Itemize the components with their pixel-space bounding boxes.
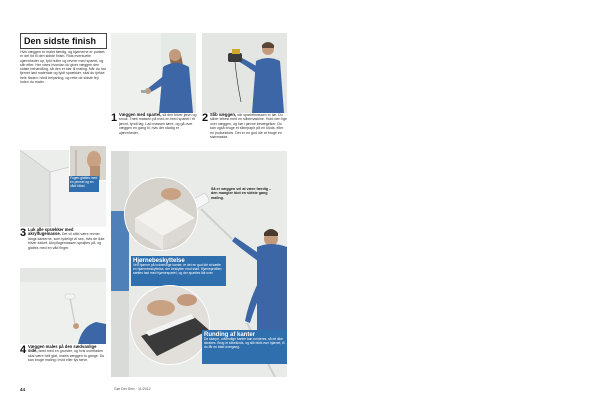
footer-publication-name: Gør Det Selv [114,387,135,391]
step-3-heading: Luk alle sprækker med akrylfugemasse. [28,227,74,237]
footer-separator: · [135,387,138,391]
step-3-body: Det vil altid være revner langs kanterne, som tydeligt vil ses, hvis de ikke bliver lukket. Akrylfugemassen sprøjtes på, og glattes med en våd finger. [28,232,105,250]
step-1-number: 1 [111,112,118,124]
step-3-number: 3 [20,227,27,239]
step-4-body: først med en grunder, og hvis overfladen skal være helt glat, males væggen to gange. Du kan bruge maling i hvid eller lys farve. [28,349,105,363]
callout-hjornebeskyttelse-heading: Hjørnebeskyttelse [133,257,185,264]
step-2-heading: Slib væggen, [210,112,237,117]
magazine-page [14,27,287,397]
step-2-number: 2 [202,112,209,124]
callout-hjornebeskyttelse [131,256,226,286]
page-title-box [20,33,107,49]
step-4-heading: Væggen males på den sædvanlige side, [28,344,97,354]
callout-top: Så er væggen vel at være færdig – den mangler blot en sidste gang maling. [211,187,272,200]
photo-step-2 [202,33,287,113]
photo-step-1 [111,33,196,113]
photo-step-4 [20,268,106,344]
caption-step-4 [20,345,106,363]
step-4-number: 4 [20,344,27,356]
circle-inset-corner [124,177,198,251]
callout-runding-body: De skarpe, udvendige kanter kan runderes, så de ikke skrabes. Brug et slibeklods, og slib blidt over hjørnet, til du får en blød overgang. [204,337,285,349]
page-number: 44 [20,387,26,392]
caption-step-3 [20,228,106,250]
caption-step-1 [111,113,199,135]
callout-runding-heading: Runding af kanter [204,331,256,338]
step-1-heading: Væggen med spartel, [119,112,162,117]
badge-fuge: Fugen glattes med en pensel og en vådt hånd. [69,176,99,192]
footer-issue: 11/2012 [137,387,151,391]
step-2-body: når spartelmassen er tør. Du sliber lettest med en slibemaskine. Hold den lige over væggen, og kør i jævne bevægelser. Du kan også bruge et slibepapir på en klods, eller en pudseklods. Det er en god idé at bruge en støvmaske. [210,113,287,140]
caption-step-2 [202,113,287,139]
callout-runding [202,330,287,364]
intro-text: Hvis væggen er malet færdig, og hjørnerne er pudset, er det tid til den sidste finish. Rids eventuelle ujævnheder op, fyld huller og revner med spartel, og slib efter. Her vises hvordan du giver væggen den sidste behandling, så den er klar til maling. Når du har fjernet løst materiale og fyldt sprækker, skal du tjekke hele fladen i skrå belysning, og rette de sidste fejl inden du maler. [20,50,106,85]
step-1-body: så den bliver jævn og smuk. Træk massen på med en bred spartel i ét jævnt, tyndt lag. Lad massen tørre, og gå over væggen en gang til, hvis der stadig er ujævnheder. [119,113,197,135]
footer-publication [114,387,151,391]
callout-hjornebeskyttelse-body: Ved hjørner på indvendige kanter, er det en god idé at sætte en hjørnebeskyttelse, der beskytter mod stød. Hjørneprofilen sættes fast med hjørnespartel, og der spartles lidt over. [133,263,222,275]
page-title: Den sidste finish [24,36,97,46]
circle-inset-rounding [130,285,210,365]
